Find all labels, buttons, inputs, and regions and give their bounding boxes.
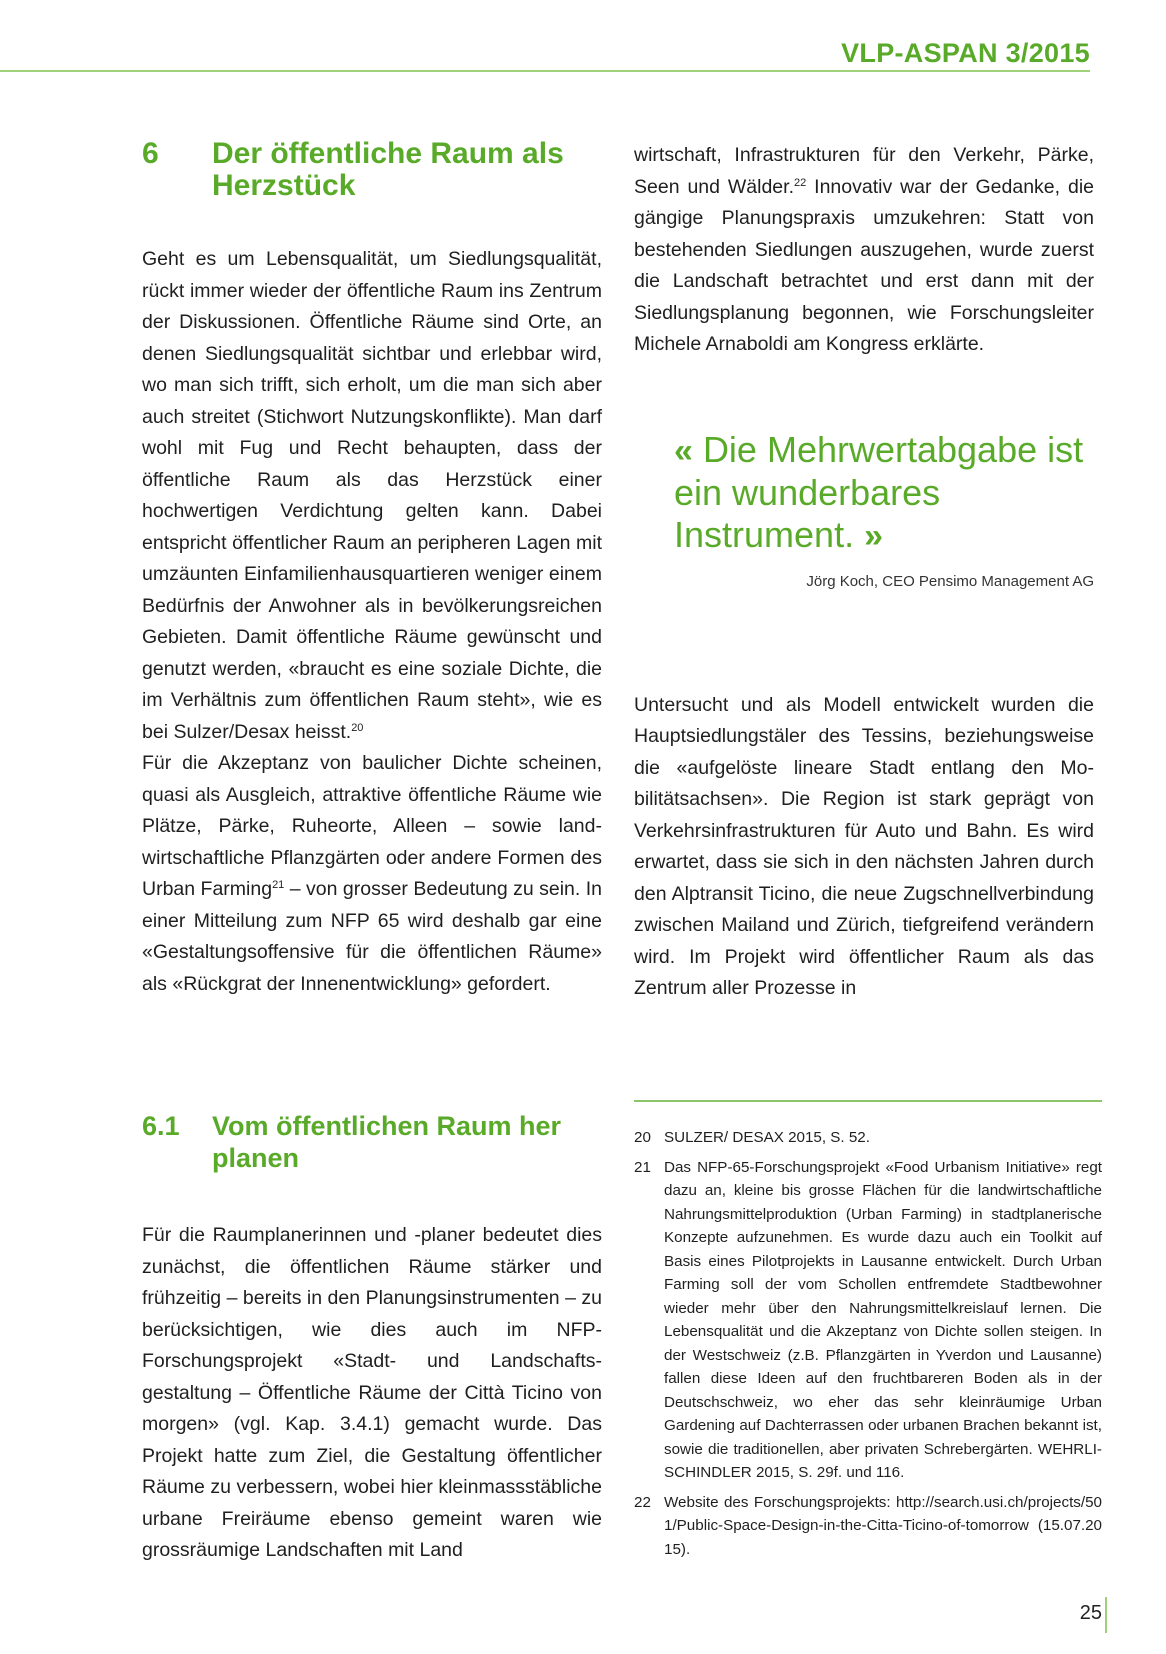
right-column	[634, 140, 1094, 1005]
footnote	[634, 1156, 1102, 1485]
header-rule	[0, 70, 1090, 72]
footnote-ref[interactable]: 20	[351, 721, 364, 734]
right-body-top	[634, 140, 1094, 361]
section-title: Der öffentliche Raum als Herzstück	[212, 137, 564, 202]
section-body	[142, 244, 602, 1000]
footnote-number: 20	[634, 1129, 651, 1146]
open-quote-mark: «	[674, 431, 693, 470]
footnote	[634, 1126, 1102, 1150]
paragraph: Für die Akzeptanz von baulicher Dichte scheinen, quasi als Ausgleich, attraktive öffentliche Räume wie Plätze, Pärke, Ruheorte, Alleen – sowie landwirtschaftliche Pflanzgärten oder andere Formen des Urban Farming$^{21}$ – von grosser Bedeutung zu sein. In einer Mitteilung zum NFP 65 wird deshalb gar eine «Gestaltungsoffensive für die öffentlichen Räume» als «Rückgrat der Innenentwicklung» gefordert.	[142, 752, 602, 995]
quote-attribution: Jörg Koch, CEO Pensimo Management AG	[806, 572, 1094, 590]
section-heading	[142, 138, 602, 202]
footnote-ref[interactable]: 22	[794, 176, 807, 189]
left-column-lower	[142, 1110, 602, 1567]
footnote-text[interactable]: Website des Forschungsprojekts: http://search.usi.ch/projects/501/Public-Space-Design-in-the-Citta-Ticino-of-tomorrow (15.07.2015).	[664, 1493, 1102, 1558]
subsection-title: Vom öffentlichen Raum her planen	[212, 1111, 562, 1173]
footnote-ref[interactable]: 21	[272, 879, 285, 891]
subsection-heading	[142, 1110, 602, 1174]
paragraph: Für die Raumplanerinnen und -planer bedeutet dies zunächst, die öffentlichen Räume stärker und frühzeitig – bereits in den Planungsinstrumenten – zu berücksichtigen, wie dies auch im NFP-Forschungsprojekt «Stadt- und Landschaftsgestaltung – Öffentliche Räume der Città Ticino von morgen» (vgl. Kap. 3.4.1) gemacht wurde. Das Projekt hatte zum Ziel, die Gestaltung öffentlicher Räume zu verbessern, wobei hier kleinmassstäbliche urbane Freiräume ebenso gemeint waren wie grossräumige Landschaften mit Land	[142, 1224, 602, 1561]
footnotes	[634, 1126, 1102, 1567]
footnote	[634, 1491, 1102, 1562]
footnote-number: 22	[634, 1493, 651, 1511]
quote-text: Die Mehrwertabgabe ist ein wunderbares Instrument.	[674, 428, 1084, 555]
right-body-bottom	[634, 690, 1094, 1005]
footnote-rule	[634, 1100, 1102, 1102]
close-quote-mark: »	[864, 516, 884, 555]
paragraph: wirtschaft, Infrastrukturen für den Verkehr, Pärke, Seen und Wälder.$^{22}$ Innovativ war der Gedanke, die gängige Planungspraxis umzukehren: Statt von bestehenden Siedlungen auszugehen, wurde zuerst die Landschaft betrachtet und erst dann mit der Siedlungsplanung begonnen, wie Forschungsleiter Michele Arnaboldi am Kongress erklärte.	[634, 144, 1094, 355]
left-column	[142, 138, 602, 1000]
section-number: 6	[142, 137, 159, 170]
paragraph: Geht es um Lebensqualität, um Siedlungsqualität, rückt immer wieder der öffentliche Raum ins Zentrum der Diskussionen. Öffentliche Räume sind Orte, an denen Siedlungsqualität sichtbar und erlebbar wird, wo man sich trifft, sich erholt, um die man sich aber auch streitet (Stichwort Nutzungskonflikte). Man darf wohl mit Fug und Recht behaupten, dass der öffentliche Raum als das Herzstück einer hochwertigen Verdichtung gelten kann. Dabei entspricht öffentlicher Raum an peripheren Lagen mit umzäunten Einfamilienhausquartieren weniger einem Bedürfnis der Anwohner als in bevölkerungsreichen Gebieten. Damit öffentliche Räume gewünscht und genutzt werden, «braucht es eine soziale Dichte, die im Verhältnis zum öffentlichen Raum steht», wie es bei Sulzer/Desax heisst.$^{20}$	[142, 248, 602, 743]
footnote-text: Das NFP-65-Forschungsprojekt «Food Urbanism Initiative» regt dazu an, kleine bis grosse Flächen für die landwirtschaftliche Nahrungsmittelproduktion (Urban Farming) in stadtplanerische Konzepte aufzunehmen. Es wurde dazu auch ein Toolkit auf Basis eines Pilotprojekts in Lausanne entwickelt. Durch Urban Farming soll der vom Schollen entfremdete Stadtbewohner wieder mehr über den Nahrungsmittelkreislauf lernen. Die Lebensqualität und die Akzeptanz von Dichte sollen steigen. In der Westschweiz (z.B. Pflanzgärten in Yverdon und Lausanne) fallen diese Ideen auf den fruchtbareren Boden als in der Deutschschweiz, wo eher das sehr kleinräumige Urban Gardening auf Dachterrassen oder urbanen Brachen bekannt ist, sowie die traditionellen, aber privaten Schrebergärten. WEHRLI-SCHINDLER 2015, S. 29f. und 116.	[664, 1158, 1102, 1481]
paragraph: Untersucht und als Modell entwickelt wurden die Hauptsiedlungstäler des Tessins, beziehungsweise die «aufgelöste lineare Stadt entlang den Mobilitätsachsen». Die Region ist stark geprägt von Verkehrsinfrastrukturen für Auto und Bahn. Es wird erwartet, dass sie sich in den nächsten Jahren durch den Alptransit Ticino, die neue Zugschnellverbindung zwischen Mailand und Zürich, tiefgreifend verändern wird. Im Projekt wird öffentlicher Raum als das Zentrum aller Prozesse in	[634, 693, 1094, 999]
footnote-number: 21	[634, 1158, 651, 1176]
journal-header-title: VLP-ASPAN 3/2015	[841, 38, 1090, 68]
footnote-text: SULZER/ DESAX 2015, S. 52.	[664, 1129, 870, 1146]
page-number: 25	[1079, 1602, 1102, 1624]
page-number-bar	[1105, 1597, 1107, 1633]
subsection-body	[142, 1220, 602, 1567]
pull-quote	[634, 429, 1094, 590]
subsection-number: 6.1	[142, 1111, 180, 1141]
